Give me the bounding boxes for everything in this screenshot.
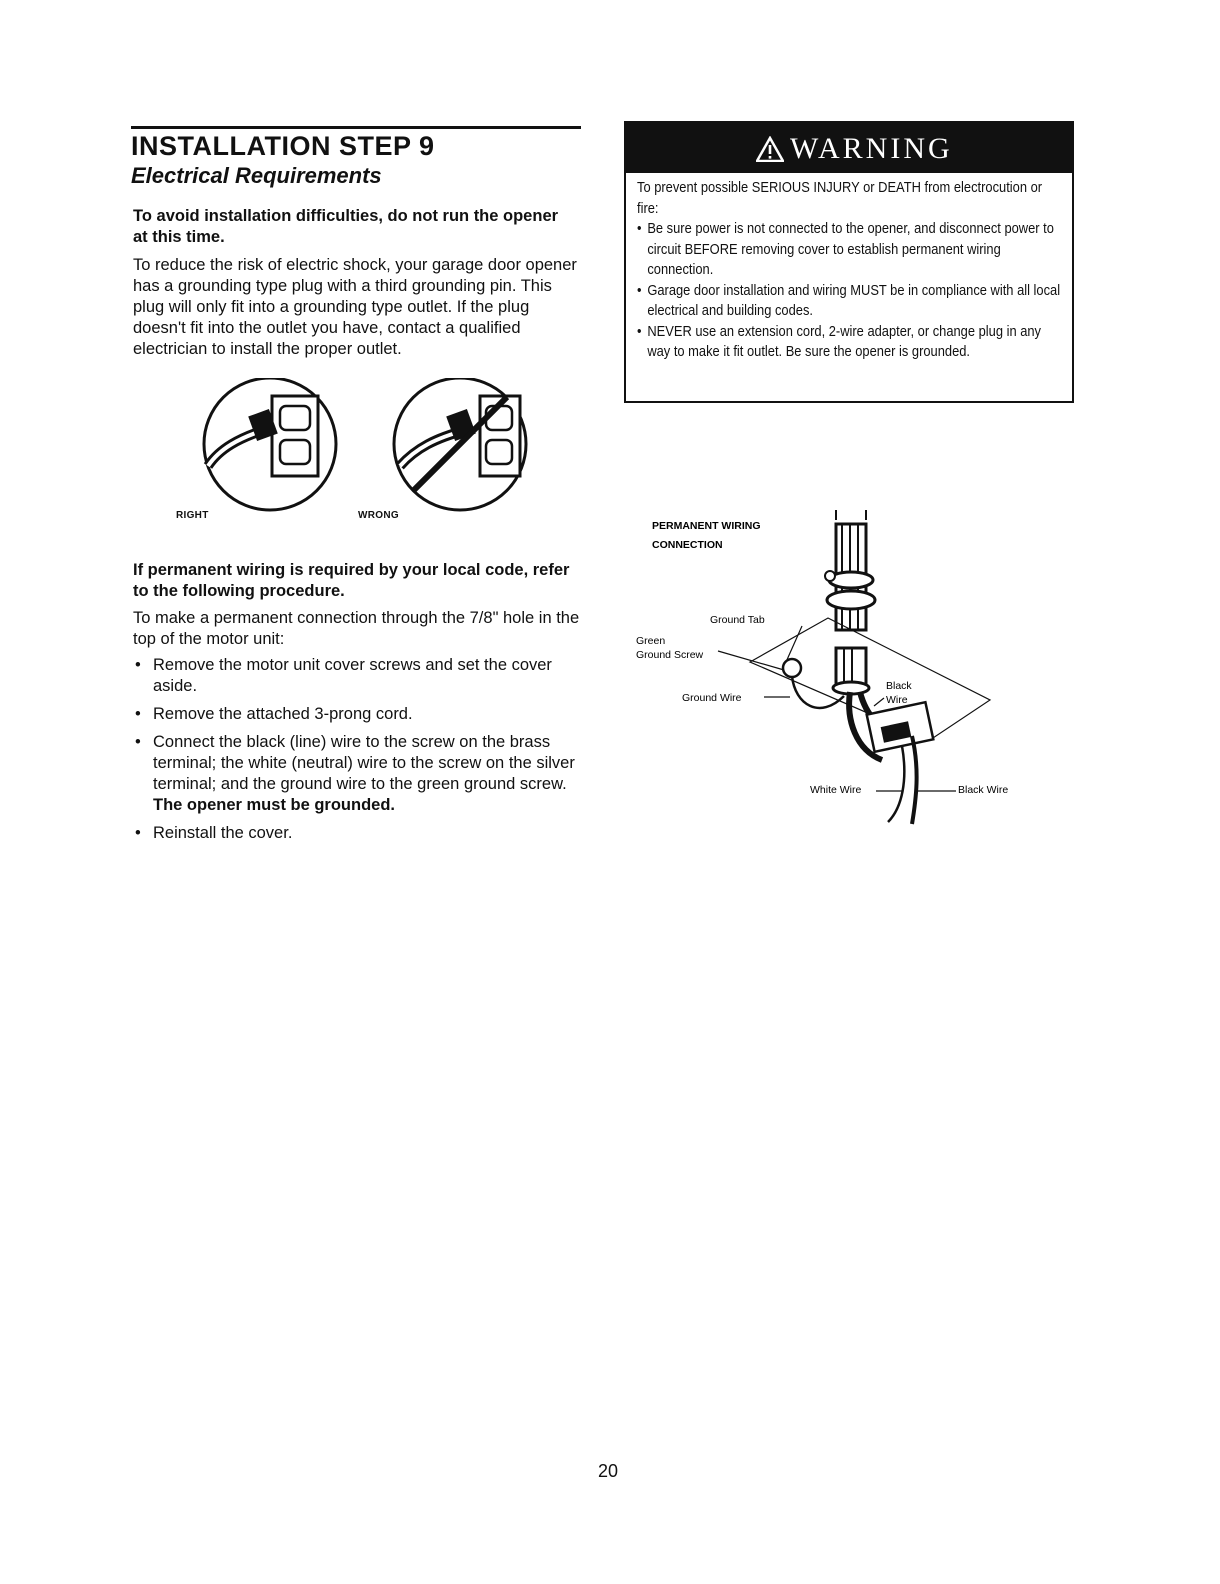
list-item — [133, 823, 593, 844]
bullet: • — [637, 281, 642, 299]
bullet: • — [135, 733, 141, 751]
warning-item: NEVER use an extension cord, 2-wire adapter, or change plug in any way to make it fit outlet. Be sure the opener is grounded. — [647, 322, 1042, 360]
black-wire-label: Black Wire — [958, 784, 1009, 796]
wrong-plug-figure — [394, 378, 526, 510]
list-item — [133, 704, 593, 725]
bullet: • — [637, 220, 642, 237]
step-text: Remove the attached 3-prong cord. — [153, 705, 413, 723]
green-label: Green — [636, 635, 666, 647]
permanent-wiring-intro: To make a permanent connection through the 7/8" hole in the top of the motor unit: — [133, 609, 580, 648]
conduit-illustration — [825, 510, 875, 694]
list-item — [133, 655, 593, 697]
warning-item: Be sure power is not connected to the opener, and disconnect power to circuit BEFORE removing cover to establish permanent wiring connection. — [647, 220, 1054, 278]
bullet: • — [135, 824, 141, 842]
warning-triangle-icon — [756, 136, 784, 162]
right-label: RIGHT — [176, 510, 209, 521]
step-title: INSTALLATION STEP 9 — [131, 131, 435, 161]
right-plug-figure — [204, 378, 336, 510]
warning-header — [626, 123, 1072, 173]
page-number: 20 — [598, 1461, 619, 1481]
procedure-list — [133, 655, 593, 851]
wiring-diagram — [620, 510, 1040, 830]
intro-paragraph: To reduce the risk of electric shock, your garage door opener has a grounding type plug with a third grounding pin. This plug will only fit into a grounding type outlet. If the plug doesn't fit into the outlet you have, contact a qualified electrician to install the proper outlet. — [133, 256, 577, 358]
ground-tab-label: Ground Tab — [710, 614, 765, 626]
step-text: Remove the motor unit cover screws and set the cover aside. — [153, 656, 552, 695]
black-wire-top-label-1: Black — [886, 680, 912, 692]
ground-wire-label: Ground Wire — [682, 692, 742, 704]
step-text: Connect the black (line) wire to the screw on the brass terminal; the white (neutral) wire to the screw on the silver terminal; and the ground wire to the green ground screw. — [153, 733, 575, 793]
permanent-wiring-heading: If permanent wiring is required by your local code, refer to the following procedure. — [133, 561, 570, 600]
step-text: Reinstall the cover. — [153, 824, 293, 842]
bullet: • — [637, 322, 642, 340]
warning-list — [637, 219, 1067, 363]
wrong-label: WRONG — [358, 510, 399, 521]
white-wire-label: White Wire — [810, 784, 862, 796]
plug-illustration — [160, 378, 560, 528]
black-wire-top-label-2: Wire — [886, 694, 908, 706]
list-item — [637, 322, 1067, 363]
warning-item: Garage door installation and wiring MUST be in compliance with all local electrical and building codes. — [647, 281, 1061, 319]
warning-intro: To prevent possible SERIOUS INJURY or DEATH from electrocution or fire: — [637, 179, 1043, 217]
grounded-emphasis: The opener must be grounded. — [153, 796, 396, 814]
list-item — [637, 281, 1067, 322]
section-title: Electrical Requirements — [131, 163, 382, 188]
warning-body — [637, 178, 1067, 363]
list-item — [133, 732, 593, 816]
bullet: • — [135, 705, 141, 723]
warning-title: WARNING — [790, 132, 953, 165]
wiring-title-line2: CONNECTION — [652, 539, 723, 551]
warning-box — [624, 121, 1074, 403]
bullet: • — [135, 656, 141, 674]
wiring-title-line1: PERMANENT WIRING — [652, 520, 761, 532]
title-rule — [131, 126, 581, 129]
caution-text: To avoid installation difficulties, do not run the opener at this time. — [133, 207, 559, 246]
list-item — [637, 219, 1067, 281]
ground-screw-label: Ground Screw — [636, 649, 704, 661]
